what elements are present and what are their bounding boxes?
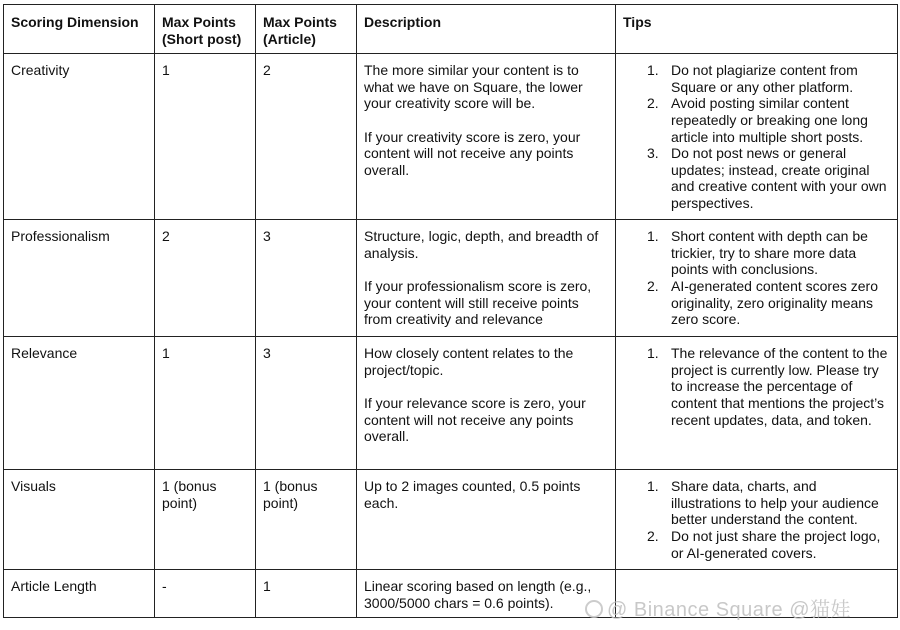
dimension-cell: Creativity [4, 54, 155, 220]
scoring-table [3, 4, 898, 618]
table-row [4, 470, 898, 570]
tip-item: Do not just share the project logo, or AI-generated covers. [671, 527, 881, 561]
dimension-cell: Article Length [4, 570, 155, 618]
description-cell [357, 570, 616, 618]
tip-item: Share data, charts, and illustrations to help your audience better understand the content. [671, 478, 879, 528]
table-row [4, 54, 898, 220]
short-points-cell: 1 (bonus point) [155, 470, 256, 570]
tip-item: The relevance of the content to the project is currently low. Please try to increase the percentage of content that mentions the project’s recent updates, data, and token. [671, 345, 888, 428]
tips-cell [616, 470, 898, 570]
description-cell [357, 337, 616, 470]
header-scoring-dimension: Scoring Dimension [4, 5, 155, 54]
header-max-points-article: Max Points (Article) [256, 5, 357, 54]
article-points-cell: 2 [256, 54, 357, 220]
dimension-cell: Professionalism [4, 220, 155, 337]
description-paragraph: Up to 2 images counted, 0.5 points each. [364, 478, 581, 511]
tip-item: Short content with depth can be trickier, try to share more data points with conclusions. [671, 228, 868, 278]
article-points-cell: 1 (bonus point) [256, 470, 357, 570]
description-paragraph: Linear scoring based on length (e.g., 3000/5000 chars = 0.6 points). [364, 578, 592, 611]
tips-list [623, 478, 890, 561]
tips-cell [616, 337, 898, 470]
short-points-cell: 2 [155, 220, 256, 337]
description-paragraph: If your professionalism score is zero, your content will still receive points from creativity and relevance [364, 277, 592, 328]
table-row [4, 570, 898, 618]
tip-item: Avoid posting similar content repeatedly or breaking one long article into multiple short posts. [671, 95, 868, 145]
table-row [4, 337, 898, 470]
description-paragraph: If your creativity score is zero, your content will not receive any points overall. [364, 128, 581, 178]
table-row [4, 220, 898, 337]
description-cell [357, 54, 616, 220]
dimension-cell: Visuals [4, 470, 155, 570]
article-points-cell: 1 [256, 570, 357, 618]
short-points-cell: 1 [155, 54, 256, 220]
header-description: Description [357, 5, 616, 54]
short-points-cell: - [155, 570, 256, 618]
description-paragraph: If your relevance score is zero, your content will not receive any points overall. [364, 394, 586, 445]
tips-cell [616, 570, 898, 618]
header-max-points-short: Max Points (Short post) [155, 5, 256, 54]
tip-item: Do not post news or general updates; instead, create original and creative content with your own perspectives. [671, 145, 887, 211]
tips-cell [616, 220, 898, 337]
article-points-cell: 3 [256, 220, 357, 337]
dimension-cell: Relevance [4, 337, 155, 470]
watermark-text: @ Binance Square @猫娃 [607, 599, 852, 621]
tips-list [623, 228, 890, 328]
tips-list [623, 345, 890, 428]
description-paragraph: Structure, logic, depth, and breadth of analysis. [364, 228, 599, 261]
article-points-cell: 3 [256, 337, 357, 470]
header-row [4, 5, 898, 54]
header-tips: Tips [616, 5, 898, 54]
description-cell [357, 470, 616, 570]
tips-list [623, 62, 890, 211]
description-paragraph: How closely content relates to the project/topic. [364, 345, 574, 378]
description-cell [357, 220, 616, 337]
description-paragraph: The more similar your content is to what we have on Square, the lower your creativity score will be. [364, 62, 583, 112]
tips-cell [616, 54, 898, 220]
tip-item: Do not plagiarize content from Square or any other platform. [671, 62, 858, 95]
short-points-cell: 1 [155, 337, 256, 470]
tip-item: AI-generated content scores zero originality, zero originality means zero score. [671, 277, 879, 328]
